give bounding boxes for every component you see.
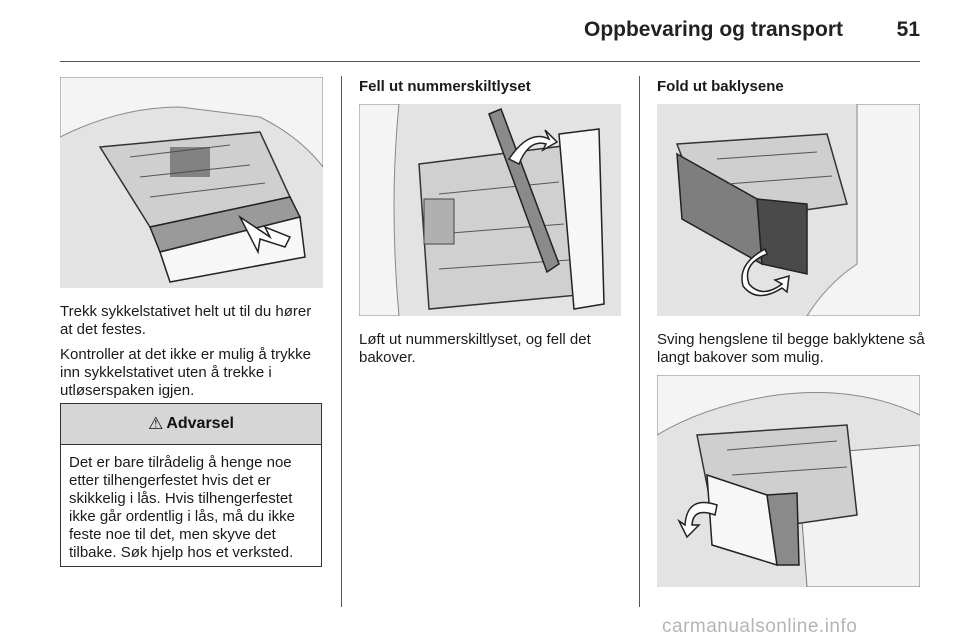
warning-box [60,403,322,567]
bike-rack-pull-out-illustration [60,77,323,288]
rear-light-fold-drawing-2 [657,375,920,587]
licence-plate-light-drawing [359,104,621,316]
page-header [0,0,960,62]
column2-paragraph: Løft ut nummerskiltlyset, og fell det bakover. [359,331,591,366]
column2-heading: Fell ut nummerskiltlyset [359,78,531,95]
column1-text [60,303,325,407]
column3-text [657,331,925,374]
licence-plate-light-illustration [359,104,621,316]
rear-light-fold-drawing-1 [657,104,920,316]
watermark: carmanualsonline.info [662,616,858,637]
bike-rack-drawing [60,77,323,288]
column1-paragraph-2: Kontroller at det ikke er mulig å trykke inn sykkelstativet uten å trekke i utløserspaken igjen. [60,346,311,399]
column1-paragraph-1: Trekk sykkelstativet helt ut til du hører at det festes. [60,303,312,338]
column-divider-1 [341,76,342,607]
column-divider-2 [639,76,640,607]
rear-light-fold-illustration-2 [657,375,920,587]
column3-paragraph: Sving hengslene til begge baklyktene så langt bakover som mulig. [657,331,925,366]
warning-icon: ⚠ [148,414,164,433]
column3-heading: Fold ut baklysene [657,78,784,95]
rear-light-fold-illustration-1 [657,104,920,316]
warning-title: Advarsel [166,415,234,432]
warning-header [61,404,321,445]
warning-text: Det er bare tilrådelig å henge noe etter tilhengerfestet hvis det er skikkelig i lås. Hvis tilhengerfestet ikke går ordentlig i lås, må du ikke feste noe til det, men skyve det tilbake. Søk hjelp hos et verksted. [69,454,295,561]
column2-text [359,331,624,374]
header-rule [60,61,920,62]
page-title: Oppbevaring og transport [583,18,843,41]
page-number: 51 [896,18,920,41]
